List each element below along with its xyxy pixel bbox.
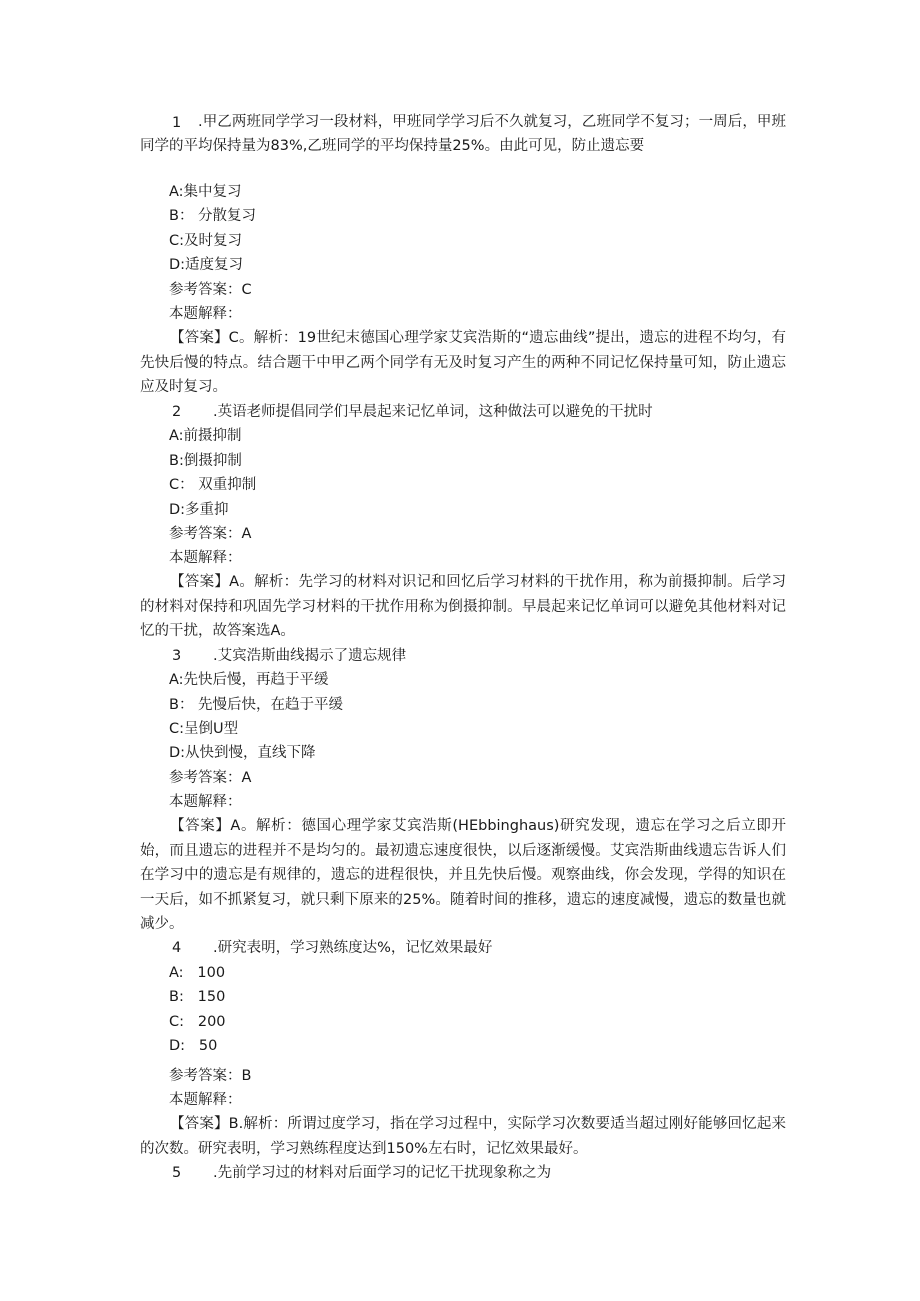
question-stem: .先前学习过的材料对后面学习的记忆干扰现象称之为	[213, 1165, 552, 1181]
question-stem: .艾宾浩斯曲线揭示了遗忘规律	[213, 648, 407, 664]
question-number: 5	[172, 1165, 182, 1181]
option-c: C:及时复习	[169, 233, 243, 249]
option-b: B:倒摄抑制	[169, 453, 242, 469]
option-d: D:适度复习	[169, 257, 244, 273]
question-stem: .英语老师提倡同学们早晨起来记忆单词，这种做法可以避免的干扰时	[213, 404, 653, 420]
option-c: C： 双重抑制	[169, 477, 257, 493]
reference-answer: 参考答案：B	[169, 1068, 252, 1084]
explanation-label: 本题解释：	[169, 794, 242, 810]
option-b: B： 分散复习	[169, 208, 257, 224]
reference-answer: 参考答案：A	[169, 526, 252, 542]
option-a: A:前摄抑制	[169, 428, 242, 444]
question-stem: .研究表明，学习熟练度达%，记忆效果最好	[213, 940, 493, 956]
option-a: A:先快后慢，再趋于平缓	[169, 672, 329, 688]
explanation-label: 本题解释：	[169, 306, 242, 322]
explanation-text: 【答案】A。解析：先学习的材料对识记和回忆后学习材料的干扰作用，称为前摄抑制。后学习的材料对保持和巩固先学习材料的干扰作用称为倒摄抑制。早晨起来记忆单词可以避免其他材料对记忆的干扰，故答案选A。	[140, 574, 786, 639]
option-b: B： 先慢后快，在趋于平缓	[169, 697, 344, 713]
option-d: D: 50	[169, 1038, 218, 1054]
explanation-text: 【答案】C。解析：19世纪末德国心理学家艾宾浩斯的“遗忘曲线”提出，遗忘的进程不均匀，有先快后慢的特点。结合题干中甲乙两个同学有无及时复习产生的两种不同记忆保持量可知，防止遗忘应及时复习。	[140, 330, 786, 395]
option-c: C: 200	[169, 1014, 226, 1030]
reference-answer: 参考答案：A	[169, 770, 252, 786]
option-a: A: 100	[169, 965, 226, 981]
question-number: 1	[172, 115, 182, 131]
question-number: 4	[172, 940, 182, 956]
explanation-label: 本题解释：	[169, 550, 242, 566]
explanation-text: 【答案】B.解析：所谓过度学习，指在学习过程中，实际学习次数要适当超过刚好能够回忆起来的次数。研究表明，学习熟练程度达到150%左右时，记忆效果最好。	[140, 1116, 786, 1157]
option-a: A:集中复习	[169, 184, 242, 200]
explanation-text: 【答案】A。解析：德国心理学家艾宾浩斯(HEbbinghaus)研究发现，遗忘在学习之后立即开始，而且遗忘的进程并不是均匀的。最初遗忘速度很快，以后逐渐缓慢。艾宾浩斯曲线遗忘告诉人们在学习中的遗忘是有规律的，遗忘的进程很快，并且先快后慢。观察曲线，你会发现，学得的知识在一天后，如不抓紧复习，就只剩下原来的25%。随着时间的推移，遗忘的速度减慢，遗忘的数量也就减少。	[140, 818, 786, 932]
option-c: C:呈倒U型	[169, 721, 239, 737]
reference-answer: 参考答案：C	[169, 282, 252, 298]
question-stem: .甲乙两班同学学习一段材料，甲班同学学习后不久就复习，乙班同学不复习；一周后，甲班同学的平均保持量为83%,乙班同学的平均保持量25%。由此可见，防止遗忘要	[140, 114, 786, 154]
explanation-label: 本题解释：	[169, 1092, 242, 1108]
question-number: 3	[172, 648, 182, 664]
question-number: 2	[172, 404, 182, 420]
option-d: D:从快到慢，直线下降	[169, 745, 316, 761]
option-b: B: 150	[169, 989, 226, 1005]
option-d: D:多重抑	[169, 502, 229, 518]
